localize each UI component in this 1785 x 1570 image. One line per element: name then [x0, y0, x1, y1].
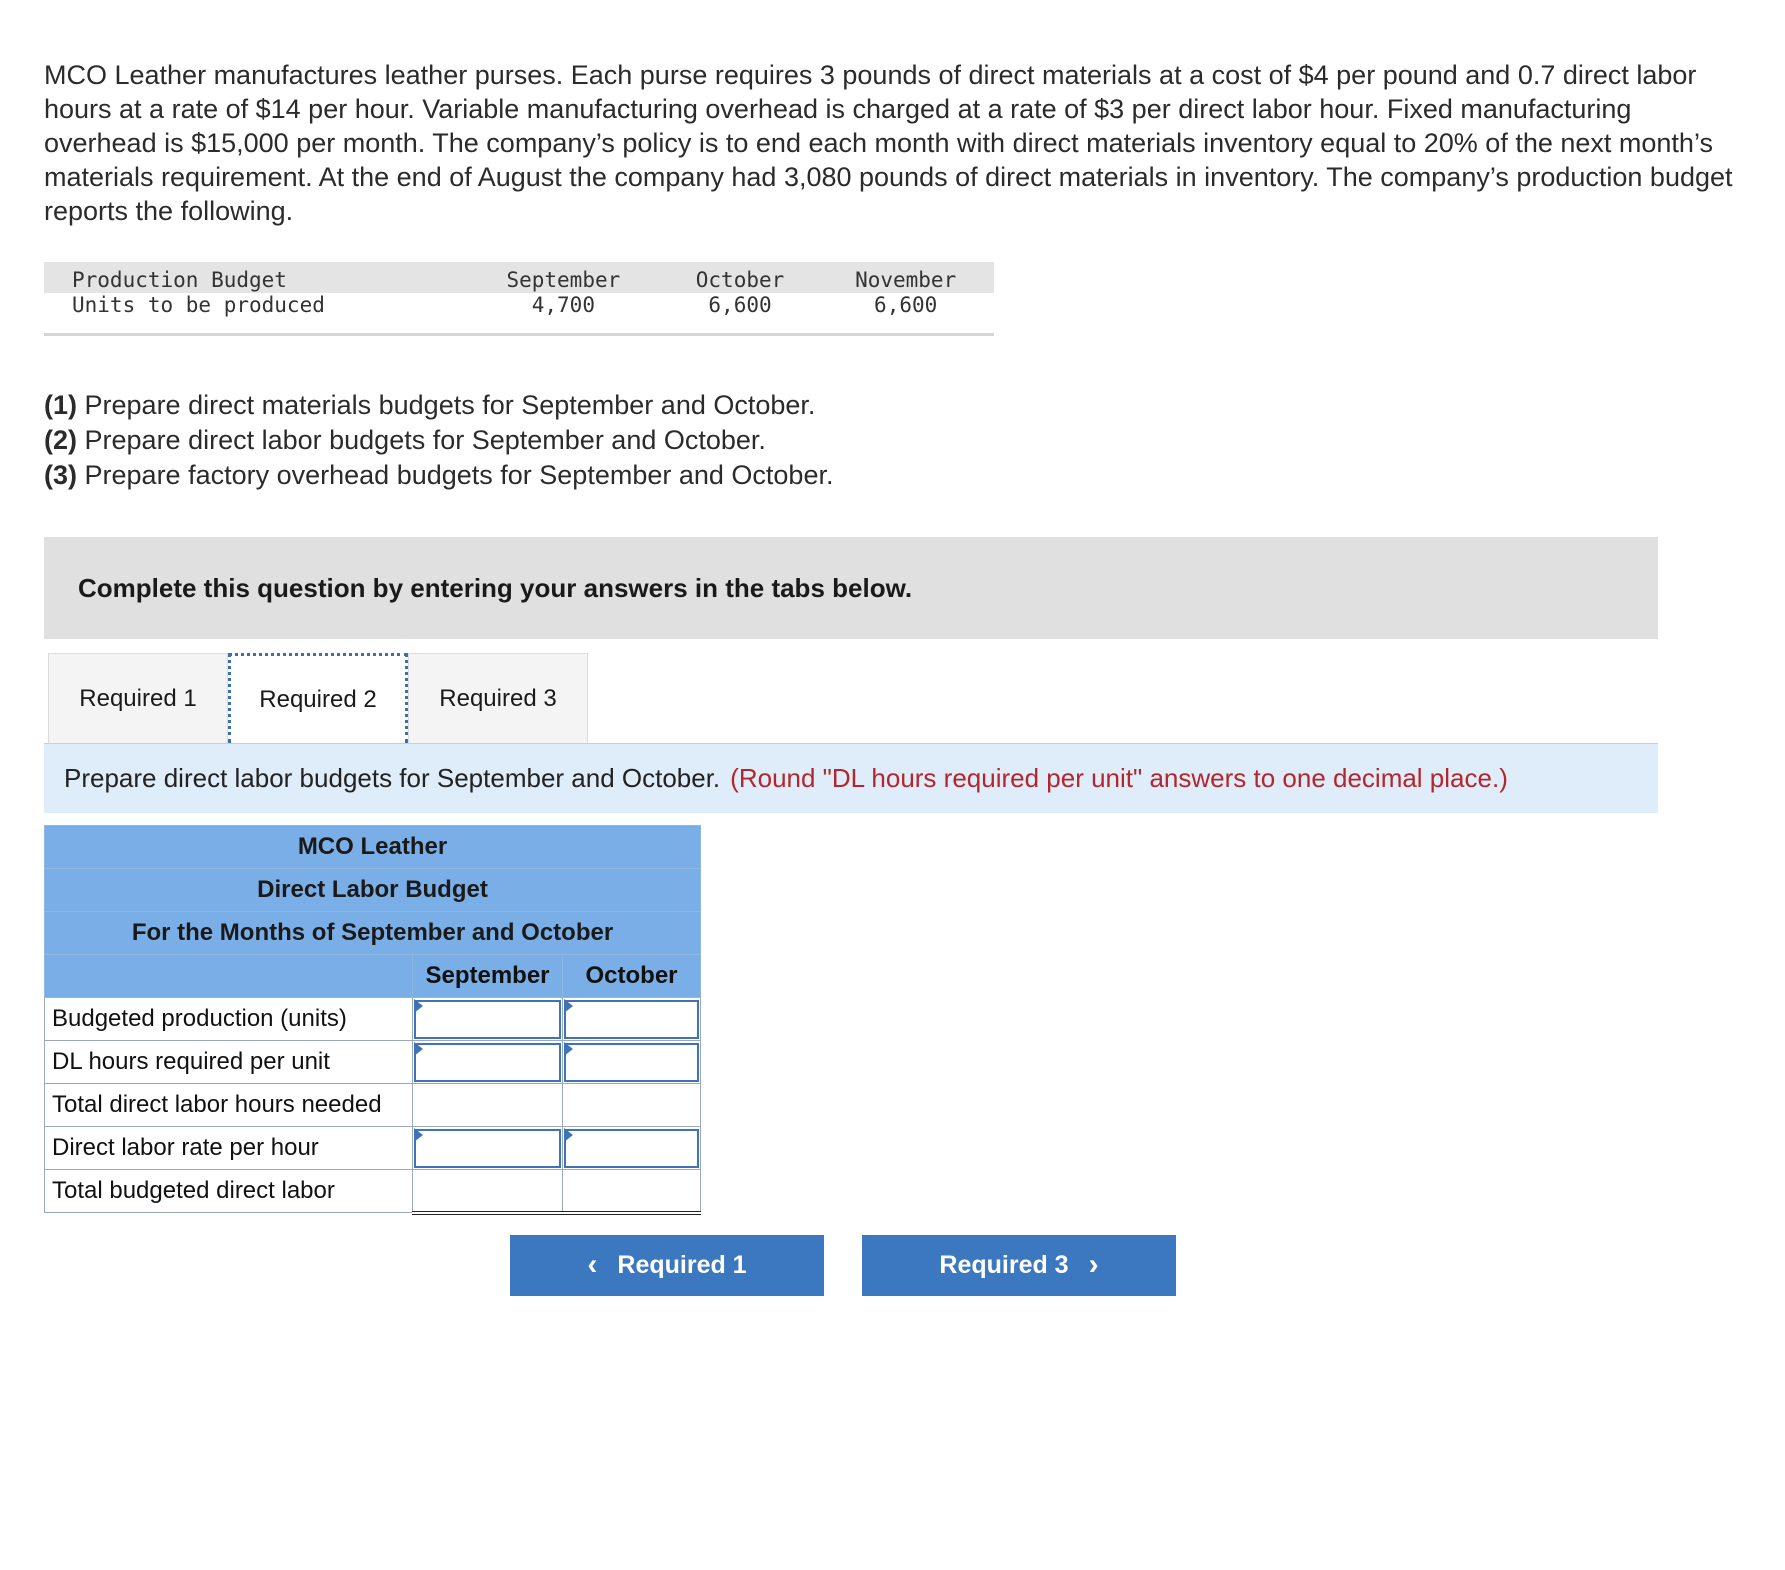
prompt-bar [44, 743, 1658, 813]
total-dl-hours-october [563, 1084, 701, 1127]
tab-required-1[interactable]: Required 1 [48, 653, 228, 743]
cell-october [563, 1127, 701, 1170]
production-budget-header: Production Budget [44, 262, 464, 293]
cell-september [413, 1127, 563, 1170]
table-row [45, 1170, 701, 1213]
dl-hours-per-unit-october-input[interactable] [564, 1043, 699, 1082]
budgeted-production-october-input[interactable] [564, 1000, 699, 1039]
budgeted-production-september-input[interactable] [414, 1000, 561, 1039]
row-label-budgeted-production: Budgeted production (units) [45, 998, 413, 1041]
table-row [45, 998, 701, 1041]
requirements-list [44, 388, 1744, 493]
rounding-note: (Round "DL hours required per unit" answers to one decimal place.) [730, 763, 1508, 793]
row-label-total-budgeted-dl: Total budgeted direct labor [45, 1170, 413, 1213]
month-header-september: September [464, 262, 663, 293]
tab-required-2[interactable]: Required 2 [228, 653, 408, 743]
direct-labor-budget-table [44, 825, 701, 1215]
units-september: 4,700 [531, 293, 595, 317]
chevron-left-icon: ‹ [587, 1248, 598, 1281]
blank-header [45, 955, 413, 998]
table-row [45, 1127, 701, 1170]
navigation-buttons [510, 1235, 1744, 1296]
requirement-2: (2) Prepare direct labor budgets for September and October. [44, 425, 766, 455]
month-header-october: October [663, 262, 818, 293]
budget-period: For the Months of September and October [45, 912, 701, 955]
month-header-november: November [817, 262, 994, 293]
prompt-text: Prepare direct labor budgets for September and October. [64, 763, 721, 793]
tab-required-3[interactable]: Required 3 [408, 653, 588, 743]
prev-required-1-button[interactable] [510, 1235, 824, 1296]
table-row [45, 1041, 701, 1084]
cell-october [563, 998, 701, 1041]
total-budgeted-dl-september [413, 1170, 563, 1213]
units-row-label: Units to be produced [72, 293, 325, 317]
instruction-banner: Complete this question by entering your answers in the tabs below. [44, 537, 1658, 639]
cell-october [563, 1041, 701, 1084]
total-dl-hours-september [413, 1084, 563, 1127]
row-label-dl-rate: Direct labor rate per hour [45, 1127, 413, 1170]
cell-september [413, 1041, 563, 1084]
next-required-3-button[interactable] [862, 1235, 1176, 1296]
budget-company: MCO Leather [45, 826, 701, 869]
production-budget-table [44, 262, 994, 336]
budget-title: Direct Labor Budget [45, 869, 701, 912]
table-divider [44, 327, 994, 336]
col-header-october: October [563, 955, 701, 998]
tab-bar [44, 653, 1744, 743]
requirement-1: (1) Prepare direct materials budgets for September and October. [44, 390, 816, 420]
cell-september [413, 998, 563, 1041]
dl-rate-september-input[interactable] [414, 1129, 561, 1168]
row-label-total-dl-hours: Total direct labor hours needed [45, 1084, 413, 1127]
units-october: 6,600 [708, 293, 772, 317]
requirement-3: (3) Prepare factory overhead budgets for September and October. [44, 460, 834, 490]
row-label-dl-hours-per-unit: DL hours required per unit [45, 1041, 413, 1084]
dl-hours-per-unit-september-input[interactable] [414, 1043, 561, 1082]
dl-rate-october-input[interactable] [564, 1129, 699, 1168]
chevron-right-icon: › [1088, 1248, 1099, 1281]
col-header-september: September [413, 955, 563, 998]
page-content [44, 58, 1744, 1296]
prev-button-label: Required 1 [617, 1250, 747, 1279]
table-row [45, 1084, 701, 1127]
units-november: 6,600 [874, 293, 938, 317]
problem-text: MCO Leather manufactures leather purses. Each purse requires 3 pounds of direct materials at a cost of $4 per pound and 0.7 direct labor hours at a rate of $14 per hour. Variable manufacturing overhead is charged at a rate of $3 per direct labor hour. Fixed manufacturing overhead is $15,000 per month. The company’s policy is to end each month with direct materials inventory equal to 20% of the next month’s materials requirement. At the end of August the company had 3,080 pounds of direct materials in inventory. The company’s production budget reports the following. [44, 60, 1733, 226]
next-button-label: Required 3 [939, 1250, 1069, 1279]
total-budgeted-dl-october [563, 1170, 701, 1213]
